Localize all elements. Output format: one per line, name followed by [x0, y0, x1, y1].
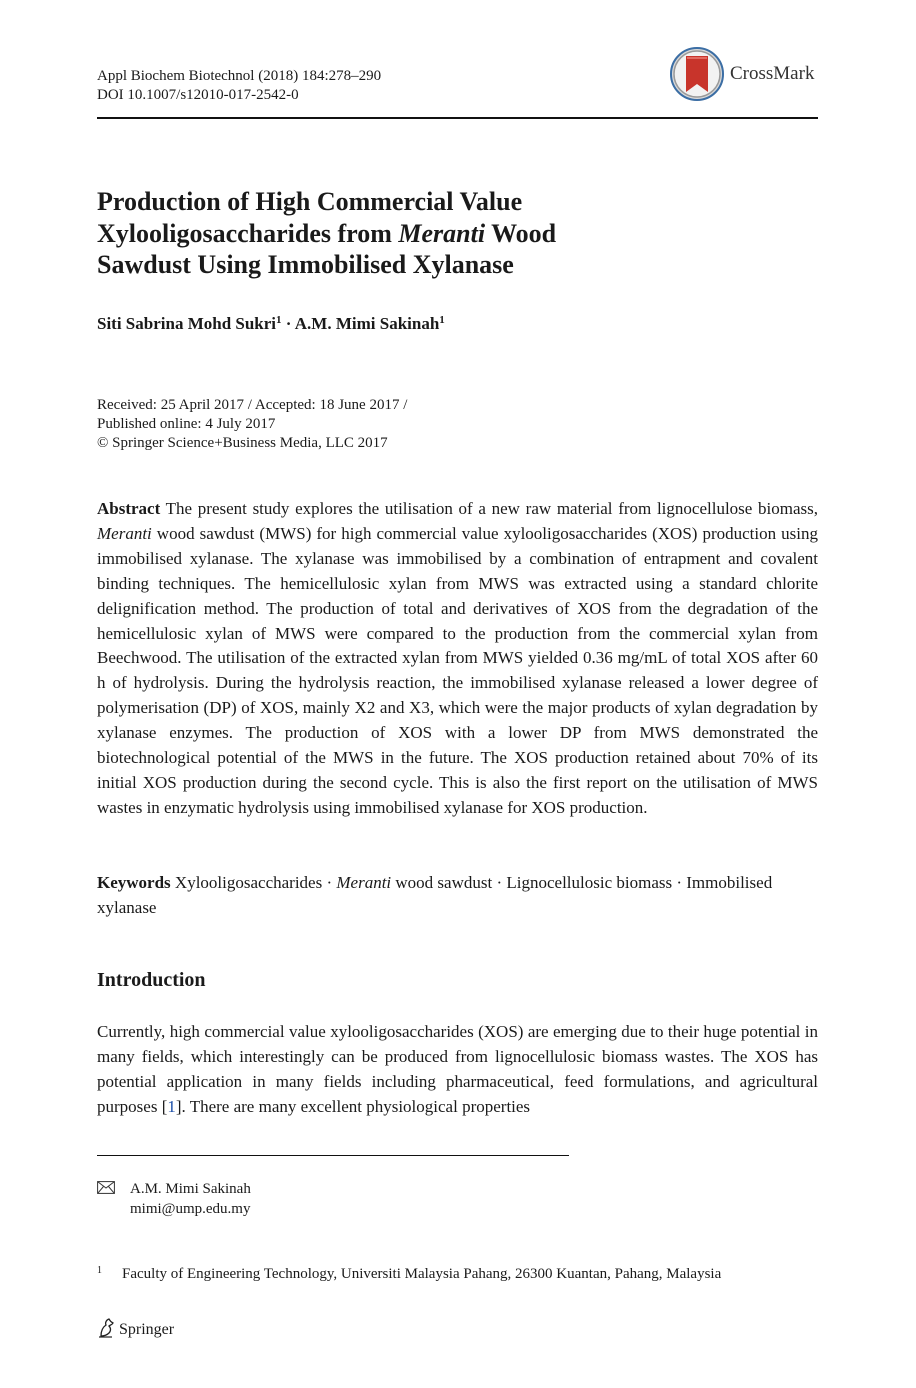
affiliation-number: 1	[97, 1265, 102, 1276]
journal-header	[97, 67, 381, 105]
author-list	[97, 314, 445, 334]
title-italic-meranti: Meranti	[398, 218, 486, 248]
section-heading-introduction: Introduction	[97, 969, 206, 991]
citation-link-1[interactable]: 1	[167, 1096, 176, 1116]
keywords-label: Keywords	[97, 873, 171, 892]
abstract	[97, 497, 818, 821]
author-separator: ·	[281, 314, 295, 333]
envelope-icon	[97, 1181, 115, 1194]
title-line-2-a: Xylooligosaccharides from	[97, 218, 399, 248]
publisher-name: Springer	[119, 1321, 175, 1338]
title-line-1: Production of High Commercial Value	[97, 187, 523, 216]
keywords-text-2: wood sawdust · Lignocellulosic biomass · Immobilised xylanase	[97, 873, 773, 917]
abstract-text-1: The present study explores the utilisation of a new raw material from lignocellulose biomass,	[160, 499, 818, 518]
crossmark-logo[interactable]	[668, 44, 818, 104]
abstract-label: Abstract	[97, 499, 161, 518]
copyright: © Springer Science+Business Media, LLC 2017	[97, 435, 388, 451]
footnote-rule	[97, 1155, 569, 1156]
author-1-affil: 1	[276, 314, 282, 326]
publication-dates	[97, 396, 407, 453]
intro-text-1: Currently, high commercial value xylooligosaccharides (XOS) are emerging due to their huge potential in many fields, which interestingly can be produced from lignocellulosic biomass wastes. The XOS has potential application in many fields including pharmaceutical, feed formulations, and agricultural purposes [	[97, 1022, 818, 1116]
introduction-paragraph	[97, 1020, 818, 1120]
corresponding-author	[97, 1179, 251, 1219]
title-line-3: Sawdust Using Immobilised Xylanase	[97, 250, 514, 279]
keywords-italic-meranti: Meranti	[336, 873, 392, 892]
intro-text-2: ]. There are many excellent physiological properties	[175, 1096, 531, 1116]
crossmark-label: CrossMark	[730, 63, 815, 84]
keywords-text-1: Xylooligosaccharides ·	[170, 873, 337, 892]
journal-citation: Appl Biochem Biotechnol (2018) 184:278–290	[97, 68, 382, 84]
author-2[interactable]: A.M. Mimi Sakinah	[294, 314, 440, 333]
article-title	[97, 186, 657, 281]
abstract-italic-meranti: Meranti	[97, 523, 152, 543]
crossmark-icon	[668, 44, 726, 104]
published-online: Published online: 4 July 2017	[97, 416, 276, 432]
springer-horse-icon	[97, 1318, 115, 1338]
author-2-affil: 1	[439, 314, 445, 326]
author-1[interactable]: Siti Sabrina Mohd Sukri	[97, 314, 277, 333]
received-accepted: Received: 25 April 2017 / Accepted: 18 June 2017 /	[97, 397, 408, 413]
keywords	[97, 871, 818, 921]
affiliation-text: Faculty of Engineering Technology, Universiti Malaysia Pahang, 26300 Kuantan, Pahang, Malaysia	[122, 1266, 722, 1282]
abstract-text-2: wood sawdust (MWS) for high commercial value xylooligosaccharides (XOS) production using immobilised xylanase. The xylanase was immobilised by a combination of entrapment and covalent binding techniques. The hemicellulosic xylan from MWS was extracted using a standard chlorite delignification method. The production of total and derivatives of XOS from the degradation of the hemicellulosic xylan of MWS were compared to the production from the commercial xylan from Beechwood. The utilisation of the extracted xylan from MWS yielded 0.36 mg/mL of total XOS after 60 h of hydrolysis. During the hydrolysis reaction, the immobilised xylanase released a lower degree of polymerisation (DP) of XOS, mainly X2 and X3, which were the major products of xylan degradation by xylanase enzymes. The production of XOS with a lower DP from MWS demonstrated the biotechnological potential of the MWS in the future. The XOS production retained about 70% of its initial XOS production during the second cycle. This is also the first report on the utilisation of MWS wastes in enzymatic hydrolysis using immobilised xylanase for XOS production.	[97, 523, 818, 817]
publisher-logo	[97, 1318, 174, 1339]
title-line-2	[97, 218, 657, 250]
corresponding-email[interactable]: mimi@ump.edu.my	[130, 1201, 251, 1217]
affiliation	[97, 1265, 818, 1283]
title-line-2-c: Wood	[485, 218, 557, 248]
header-rule	[97, 117, 818, 119]
corresponding-name: A.M. Mimi Sakinah	[130, 1181, 251, 1197]
journal-doi[interactable]: DOI 10.1007/s12010-017-2542-0	[97, 87, 299, 103]
